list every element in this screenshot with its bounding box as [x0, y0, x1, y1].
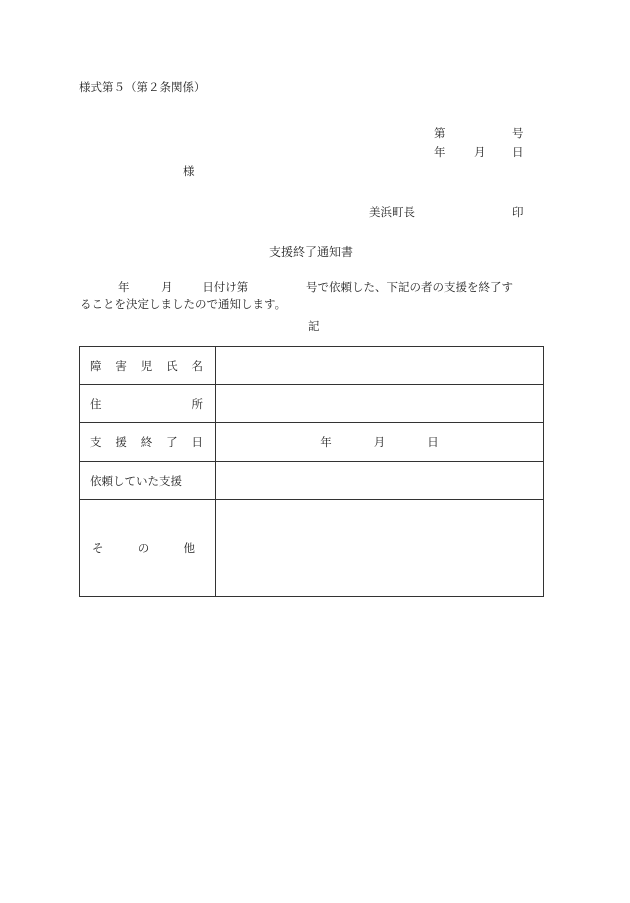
document-body [80, 279, 550, 313]
label-char: 児 [140, 358, 153, 373]
body-line2: ることを決定しましたので通知します。 [80, 297, 287, 311]
table-row-child-name [80, 347, 544, 385]
table-row-address [80, 385, 544, 423]
date-day: 日 [512, 145, 524, 159]
document-title: 支援終了通知書 [269, 245, 354, 259]
value-address[interactable] [216, 385, 544, 423]
value-child-name[interactable] [216, 347, 544, 385]
body-month: 月 [161, 280, 173, 294]
label-char: そ [92, 541, 104, 555]
label-char: 支 [90, 435, 102, 449]
date-month: 月 [474, 145, 486, 159]
body-go: 号で依頼した、下記の者の支援を終了す [305, 280, 513, 294]
body-day-ref: 日付け第 [202, 280, 249, 294]
label-char: 了 [166, 435, 178, 449]
value-end-date[interactable] [216, 423, 544, 462]
label-support: 依頼していた支援 [80, 462, 216, 500]
date-year: 年 [434, 145, 446, 159]
table-row-support [80, 462, 544, 500]
label-char: 害 [115, 358, 127, 373]
value-support[interactable] [216, 462, 544, 500]
label-char: 名 [191, 358, 203, 373]
sender-name: 美浜町長 [369, 205, 415, 219]
label-char: 氏 [166, 358, 178, 373]
label-other [80, 500, 216, 597]
doc-number-dai: 第 [434, 126, 446, 140]
end-date-day: 日 [427, 435, 439, 449]
form-number: 様式第５（第２条関係） [79, 80, 206, 94]
label-end-date [80, 423, 216, 462]
body-year: 年 [118, 280, 130, 294]
label-char: 他 [183, 541, 195, 555]
label-char: 所 [191, 396, 203, 411]
value-other[interactable] [216, 500, 544, 597]
info-table [79, 346, 544, 597]
label-child-name [80, 347, 216, 385]
ki-label: 記 [308, 319, 320, 333]
label-char: 援 [115, 435, 127, 449]
label-char: 住 [90, 396, 102, 411]
label-char: の [137, 541, 150, 555]
doc-number-go: 号 [512, 126, 524, 140]
addressee-sama: 様 [183, 164, 195, 178]
label-address [80, 385, 216, 423]
end-date-year: 年 [320, 435, 332, 449]
sender-seal: 印 [512, 205, 524, 219]
end-date-month: 月 [373, 435, 386, 449]
table-row-other [80, 500, 544, 597]
label-char: 障 [90, 358, 102, 373]
label-char: 終 [140, 435, 153, 449]
table-row-end-date [80, 423, 544, 462]
label-char: 日 [191, 435, 203, 449]
